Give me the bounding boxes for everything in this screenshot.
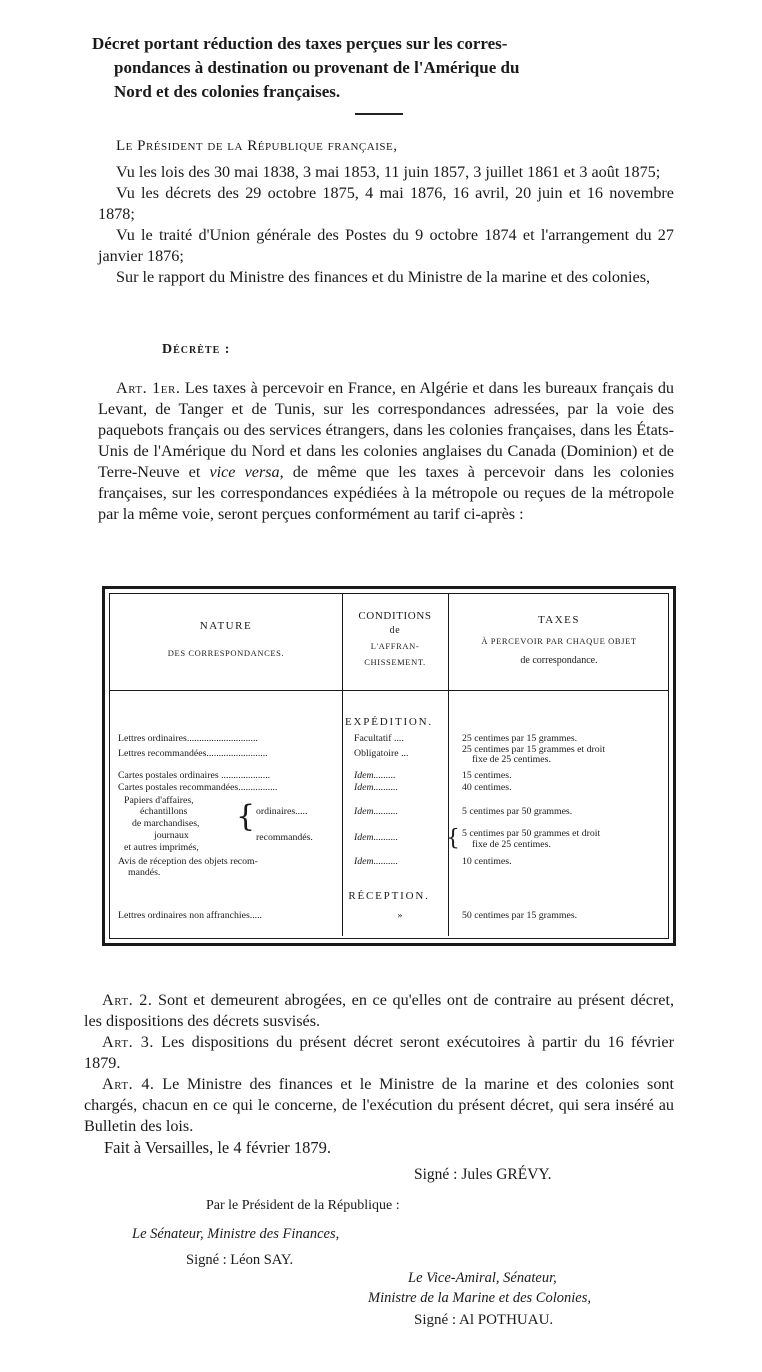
title-line-2: pondances à destination ou provenant de l'Amérique du	[114, 58, 520, 77]
fait-a-versailles: Fait à Versailles, le 4 février 1879.	[104, 1138, 331, 1157]
article-1-text-b: , de même que les taxes à percevoir dans les colonies françaises, sur les correspondances expédiées à la métropole ou reçues de la métropole par la même voie, seront perçues conformément au tarif ci-après :	[98, 463, 675, 523]
decree-title	[92, 32, 672, 104]
row-non-affranchies-nature: Lettres ordinaires non affranchies.....	[118, 910, 262, 921]
preamble-decrets: Vu les décrets des 29 octobre 1875, 4 mai 1876, 16 avril, 20 juin et 16 novembre 1878;	[98, 184, 674, 223]
header-taxes: TAXES À PERCEVOIR PAR CHAQUE OBJET de correspondance.	[481, 614, 637, 666]
row-cartes-ordinaires-tax: 15 centimes.	[462, 770, 512, 781]
vice-amiral: Le Vice-Amiral, Sénateur,	[408, 1270, 557, 1286]
title-line-3: Nord et des colonies françaises.	[114, 82, 341, 101]
senateur-finances: Le Sénateur, Ministre des Finances,	[132, 1226, 340, 1242]
group-cond-2: Idem..........	[354, 832, 399, 843]
row-lettres-ordinaires-cond: Facultatif ....	[354, 733, 404, 744]
preamble	[98, 162, 674, 288]
header-divider	[110, 690, 668, 691]
article-3: Art. 3. Les dispositions du présent décret seront exécutoires à partir du 16 février 1879.	[84, 1033, 674, 1072]
preamble-rapport: Sur le rapport du Ministre des finances et du Ministre de la marine et des colonies,	[116, 268, 651, 286]
group-imprimes: et autres imprimés,	[124, 842, 199, 853]
article-1-text-a: Les taxes à percevoir en France, en Algérie et dans les bureaux français du Levant, de Tanger et de Tunis, sur les correspondances adressées, par la voie des paquebots français ou des services étrangers, dans les colonies françaises, dans les États-Unis de l'Amérique du Nord et dans les colonies anglaises du Canada (Dominion) et de Terre-Neuve et	[98, 379, 675, 481]
group-echantillons: échantillons	[140, 806, 188, 817]
group-sub-recommandes: recommandés.	[256, 832, 313, 843]
group-brace-left: {	[236, 799, 256, 834]
row-avis-nature-2: mandés.	[128, 867, 161, 878]
group-sub-ordinaires: ordinaires.....	[256, 806, 308, 817]
row-avis-cond: Idem..........	[354, 856, 399, 867]
par-le-president: Par le Président de la République :	[206, 1198, 400, 1213]
president-heading: Le Président de la République française,	[116, 138, 398, 154]
article-1-vice-versa: vice versa	[209, 463, 280, 481]
row-non-affranchies-cond: »	[397, 910, 403, 921]
group-marchandises: de marchandises,	[132, 818, 200, 829]
article-2: Art. 2. Sont et demeurent abrogées, en ce qu'elles ont de contraire au présent décret, les dispositions des décrets susvisés.	[84, 991, 675, 1030]
title-line-1: Décret portant réduction des taxes perçues sur les corres-	[92, 34, 508, 53]
row-lettres-ordinaires-nature: Lettres ordinaires.............................	[118, 733, 258, 744]
preamble-lois: Vu les lois des 30 mai 1838, 3 mai 1853, 11 juin 1857, 3 juillet 1861 et 3 août 1875;	[116, 163, 661, 181]
group-tax-2a: 5 centimes par 50 grammes et droit	[462, 828, 601, 839]
row-non-affranchies-tax: 50 centimes par 15 grammes.	[462, 910, 578, 921]
row-lettres-recommandees-nature: Lettres recommandées.........................	[118, 748, 268, 759]
group-papiers: Papiers d'affaires,	[124, 795, 194, 806]
title-rule	[355, 113, 403, 115]
signature-say: Signé : Léon SAY.	[186, 1252, 294, 1268]
decrete-heading: Décrète :	[162, 342, 231, 357]
group-brace-right: {	[446, 826, 460, 851]
section-reception: RÉCEPTION.	[348, 890, 430, 902]
row-cartes-ordinaires-nature: Cartes postales ordinaires ....................	[118, 770, 271, 781]
articles-2-4	[84, 990, 674, 1137]
row-lettres-ordinaires-tax: 25 centimes par 15 grammes.	[462, 733, 578, 744]
group-tax-2b: fixe de 25 centimes.	[472, 839, 551, 850]
header-conditions: CONDITIONS de L'AFFRAN- CHISSEMENT.	[358, 610, 432, 667]
preamble-traite: Vu le traité d'Union générale des Postes du 9 octobre 1874 et l'arrangement du 27 janvier 1876;	[98, 226, 674, 265]
header-nature: NATURE DES CORRESPONDANCES.	[167, 620, 285, 658]
tariff-table	[102, 586, 676, 946]
ministre-marine: Ministre de la Marine et des Colonies,	[368, 1290, 591, 1306]
signature-pothuau: Signé : Al POTHUAU.	[414, 1312, 554, 1328]
row-cartes-ordinaires-cond: Idem.........	[354, 770, 396, 781]
row-cartes-recommandees-cond: Idem..........	[354, 782, 399, 793]
row-lettres-recommandees-tax: 25 centimes par 15 grammes et droit	[462, 744, 606, 755]
row-lettres-recommandees-tax2: fixe de 25 centimes.	[472, 754, 551, 765]
article-1-label: Art. 1er.	[116, 379, 181, 397]
group-tax-1: 5 centimes par 50 grammes.	[462, 806, 573, 817]
row-cartes-recommandees-nature: Cartes postales recommandées................	[118, 782, 278, 793]
row-lettres-recommandees-cond: Obligatoire ...	[354, 748, 409, 759]
article-4: Art. 4. Le Ministre des finances et le Ministre de la marine et des colonies sont chargés, chacun en ce qui le concerne, de l'exécution du présent décret, qui sera inséré au Bulletin des lois.	[84, 1075, 675, 1135]
row-avis-tax: 10 centimes.	[462, 856, 512, 867]
section-expedition: EXPÉDITION.	[345, 716, 433, 728]
row-cartes-recommandees-tax: 40 centimes.	[462, 782, 512, 793]
signature-grevy: Signé : Jules GRÉVY.	[414, 1166, 552, 1183]
group-cond-1: Idem..........	[354, 806, 399, 817]
article-1	[98, 378, 674, 525]
row-avis-nature: Avis de réception des objets recom-	[118, 856, 258, 867]
group-journaux: journaux	[154, 830, 189, 841]
